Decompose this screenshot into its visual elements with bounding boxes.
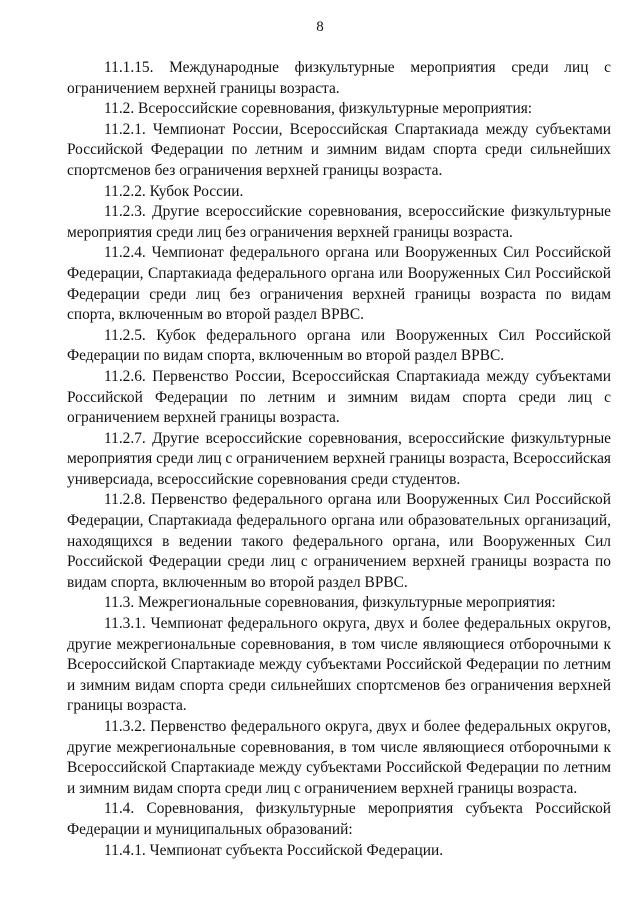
paragraph-11-3-1: 11.3.1. Чемпионат федерального округа, двух и более федеральных округов, другие межрегиональные соревнования, в том числе являющиеся отборочными к Всероссийской Спартакиаде между субъектами Российской Федерации по летним и зимним видам спорта среди сильнейших спортсменов без ограничения верхней границы возраста.: [67, 615, 611, 715]
paragraph-11-2-1: 11.2.1. Чемпионат России, Всероссийская Спартакиада между субъектами Российской Федерации по летним и зимним видам спорта среди сильнейших спортсменов без ограничения верхней границы возраста.: [67, 120, 611, 179]
paragraph-11-2-5: 11.2.5. Кубок федерального органа или Вооруженных Сил Российской Федерации по видам спорта, включенным во второй раздел ВРВС.: [67, 326, 611, 365]
paragraph-11-4-1: 11.4.1. Чемпионат субъекта Российской Федерации.: [104, 841, 444, 859]
paragraph-11-3-2: 11.3.2. Первенство федерального округа, двух и более федеральных округов, другие межрегиональные соревнования, в том числе являющиеся отборочными к Всероссийской Спартакиаде между субъектами Российской Федерации по летним и зимним видам спорта среди лиц с ограничением верхней границы возраста.: [67, 718, 611, 797]
paragraph-11-2-8: 11.2.8. Первенство федерального органа или Вооруженных Сил Российской Федерации, Спартакиада федерального органа или образовательных организаций, находящихся в ведении такого федерального органа, или Вооруженных Сил Российской Федерации среди лиц с ограничением верхней границы возраста по видам спорта, включенным во второй раздел ВРВС.: [67, 491, 611, 591]
paragraph-11-3: 11.3. Межрегиональные соревнования, физкультурные мероприятия:: [104, 594, 556, 612]
paragraph-11-1-15: 11.1.15. Международные физкультурные мероприятия среди лиц с ограничением верхней границы возраста.: [67, 59, 611, 97]
paragraph-11-4: 11.4. Соревнования, физкультурные мероприятия субъекта Российской Федерации и муниципальных образований:: [67, 800, 611, 838]
paragraph-11-2-3: 11.2.3. Другие всероссийские соревнования, всероссийские физкультурные мероприятия среди лиц без ограничения верхней границы возраста.: [67, 203, 611, 241]
paragraph-11-2: 11.2. Всероссийские соревнования, физкультурные мероприятия:: [104, 100, 533, 118]
paragraph-11-2-7: 11.2.7. Другие всероссийские соревнования, всероссийские физкультурные мероприятия среди лиц с ограничением верхней границы возраста, Всероссийская универсиада, всероссийские соревнования среди студентов.: [67, 429, 611, 488]
document-body: [67, 58, 611, 861]
paragraph-11-2-4: 11.2.4. Чемпионат федерального органа или Вооруженных Сил Российской Федерации, Спартакиада федерального органа или Вооруженных Сил Российской Федерации среди лиц без ограничения верхней границы возраста по видам спорта, включенным во второй раздел ВРВС.: [67, 244, 611, 324]
paragraph-11-2-2: 11.2.2. Кубок России.: [104, 182, 244, 200]
page-number: 8: [316, 19, 324, 35]
paragraph-11-2-6: 11.2.6. Первенство России, Всероссийская Спартакиада между субъектами Российской Федерации по летним и зимним видам спорта среди лиц с ограничением верхней границы возраста.: [67, 367, 611, 427]
